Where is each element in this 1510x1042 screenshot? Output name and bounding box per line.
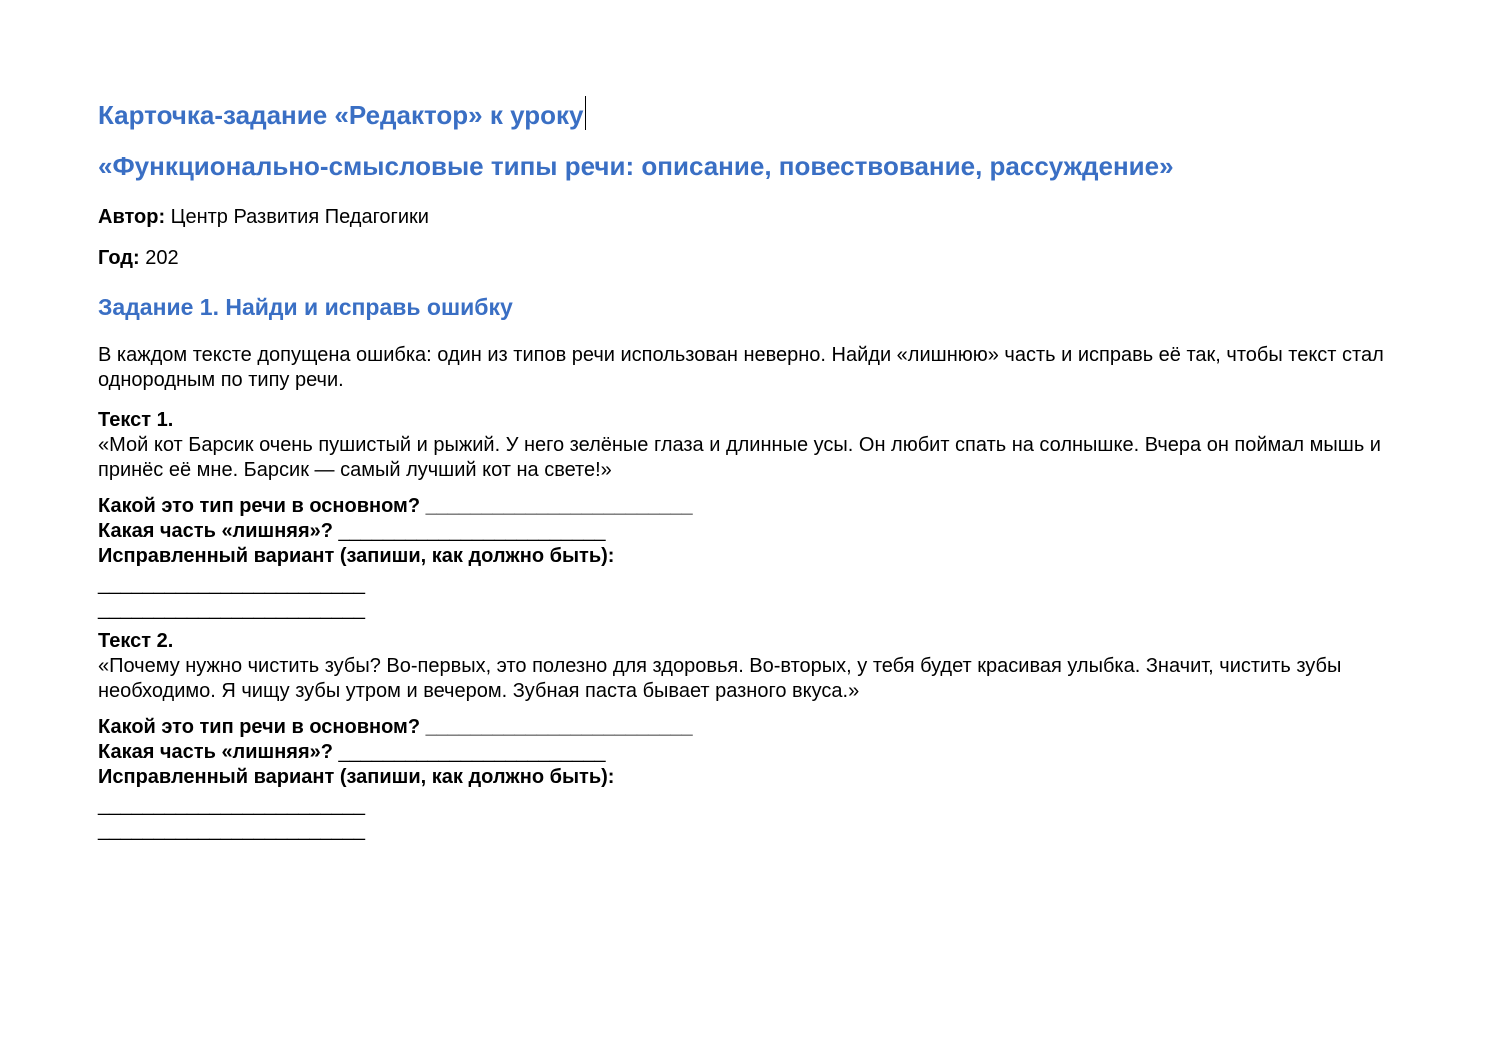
- text-2-question-type-label: Какой это тип речи в основном?: [98, 716, 426, 738]
- text-1-block[interactable]: [98, 408, 1418, 483]
- author-label: Автор:: [98, 206, 166, 228]
- text-1-question-type-blank: ________________________: [425, 495, 693, 517]
- year-line[interactable]: [98, 245, 179, 271]
- text-2-question-extra-label: Какая часть «лишняя»?: [98, 741, 339, 763]
- text-1-question-extra-blank: ________________________: [338, 520, 606, 542]
- text-2-question-type[interactable]: [98, 715, 693, 740]
- year-label: Год:: [98, 247, 140, 269]
- text-cursor: [585, 96, 586, 130]
- author-value: Центр Развития Педагогики: [165, 206, 429, 228]
- text-2-answer-line-2[interactable]: ________________________: [98, 819, 365, 841]
- text-2-question-extra-blank: ________________________: [338, 741, 606, 763]
- text-2-block[interactable]: [98, 629, 1418, 704]
- text-2-question-extra[interactable]: [98, 740, 606, 765]
- text-2-question-corrected[interactable]: Исправленный вариант (запиши, как должно быть):: [98, 766, 615, 788]
- text-1-label: Текст 1.: [98, 409, 174, 431]
- document-title-line-2[interactable]: «Функционально-смысловые типы речи: описание, повествование, рассуждение»: [98, 151, 1174, 181]
- text-1-body: «Мой кот Барсик очень пушистый и рыжий. У него зелёные глаза и длинные усы. Он любит спать на солнышке. Вчера он поймал мышь и принёс её мне. Барсик — самый лучший кот на свете!»: [98, 434, 1381, 481]
- text-1-question-type[interactable]: [98, 494, 693, 519]
- text-2-answer-line-1[interactable]: ________________________: [98, 794, 365, 816]
- text-2-label: Текст 2.: [98, 630, 174, 652]
- title-text-1: Карточка-задание «Редактор» к уроку: [98, 100, 584, 130]
- text-2-body: «Почему нужно чистить зубы? Во-первых, это полезно для здоровья. Во-вторых, у тебя будет красивая улыбка. Значит, чистить зубы необходимо. Я чищу зубы утром и вечером. Зубная паста бывает разного вкуса.»: [98, 655, 1342, 702]
- document-title-line-1[interactable]: [98, 96, 586, 131]
- task-intro[interactable]: В каждом тексте допущена ошибка: один из типов речи использован неверно. Найди «лишнюю» часть и исправь её так, чтобы текст стал однородным по типу речи.: [98, 344, 1384, 391]
- text-1-answer-line-2[interactable]: ________________________: [98, 598, 365, 620]
- text-1-question-extra[interactable]: [98, 519, 606, 544]
- year-value: 202: [139, 247, 179, 269]
- text-2-question-type-blank: ________________________: [425, 716, 693, 738]
- task-heading[interactable]: Задание 1. Найди и исправь ошибку: [98, 294, 513, 320]
- author-line[interactable]: [98, 204, 429, 230]
- text-1-question-corrected[interactable]: Исправленный вариант (запиши, как должно быть):: [98, 545, 615, 567]
- text-1-question-type-label: Какой это тип речи в основном?: [98, 495, 426, 517]
- text-1-question-extra-label: Какая часть «лишняя»?: [98, 520, 339, 542]
- text-1-answer-line-1[interactable]: ________________________: [98, 573, 365, 595]
